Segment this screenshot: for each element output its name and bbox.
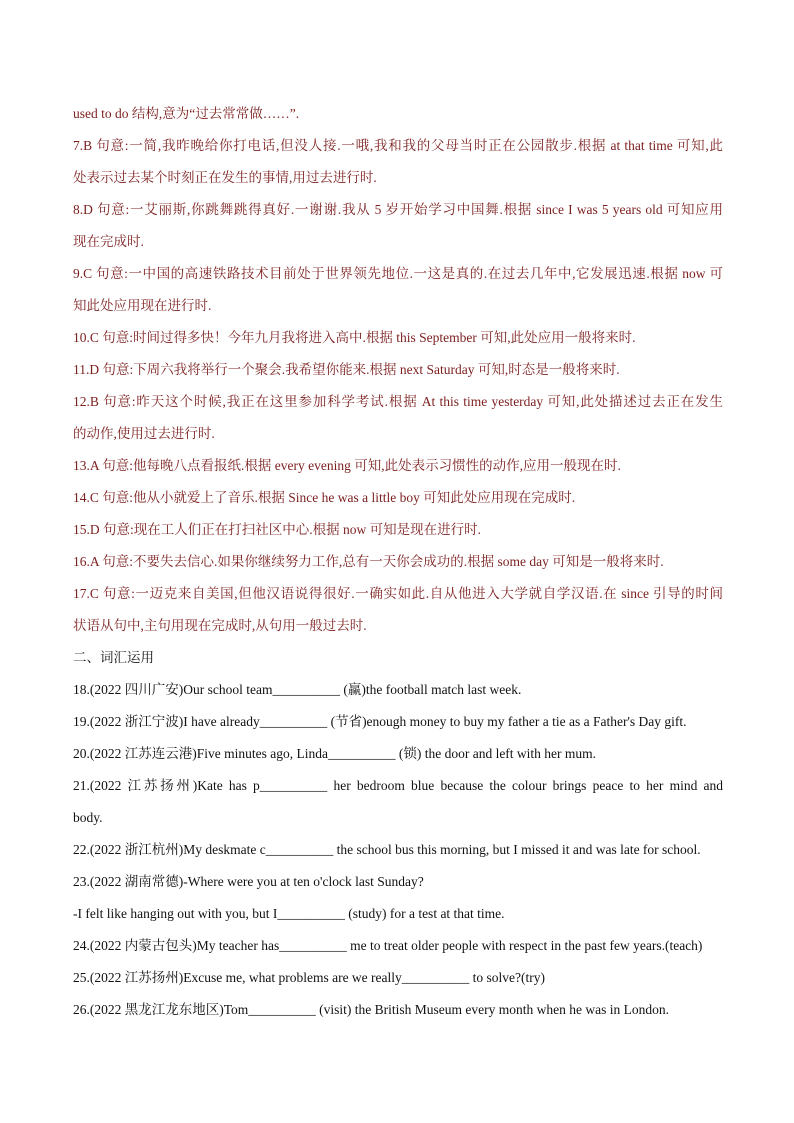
question-line: -I felt like hanging out with you, but I__________ (study) for a test at that time. [73, 906, 505, 921]
answer-line: 10.C 句意:时间过得多快！今年九月我将进入高中.根据 this September 可知,此处应用一般将来时. [73, 330, 636, 345]
question-line: 21.(2022 江苏扬州)Kate has p__________ her bedroom blue because the colour brings peace to her mind and [73, 778, 723, 793]
answer-block [73, 98, 723, 642]
question-line: 25.(2022 江苏扬州)Excuse me, what problems are we really__________ to solve?(try) [73, 970, 546, 985]
answer-line: 8.D 句意:一艾丽斯,你跳舞跳得真好.一谢谢.我从 5 岁开始学习中国舞.根据 since I was 5 years old 可知应用 [73, 202, 723, 217]
answer-line: 7.B 句意:一简,我昨晚给你打电话,但没人接.一哦,我和我的父母当时正在公园散步.根据 at that time 可知,此 [73, 138, 723, 153]
answer-line: 现在完成时. [73, 234, 144, 249]
section-title: 二、词汇运用 [73, 650, 154, 666]
question-line: 26.(2022 黑龙江龙东地区)Tom__________ (visit) the British Museum every month when he was in London. [73, 1002, 669, 1017]
question-block [73, 674, 723, 1026]
answer-line: 9.C 句意:一中国的高速铁路技术目前处于世界领先地位.一这是真的.在过去几年中,它发展迅速.根据 now 可 [73, 266, 723, 281]
answer-line: 处表示过去某个时刻正在发生的事情,用过去进行时. [73, 170, 377, 185]
question-line: body. [73, 810, 103, 825]
answer-line: 11.D 句意:下周六我将举行一个聚会.我希望你能来.根据 next Saturday 可知,时态是一般将来时. [73, 362, 620, 377]
answer-line: 12.B 句意:昨天这个时候,我正在这里参加科学考试.根据 At this time yesterday 可知,此处描述过去正在发生 [73, 394, 723, 409]
answer-line: 知此处应用现在进行时. [73, 298, 212, 313]
answer-line: 16.A 句意:不要失去信心.如果你继续努力工作,总有一天你会成功的.根据 some day 可知是一般将来时. [73, 554, 664, 569]
page-content [73, 98, 723, 1026]
question-line: 23.(2022 湖南常德)-Where were you at ten o'clock last Sunday? [73, 874, 424, 889]
question-line: 24.(2022 内蒙古包头)My teacher has__________ me to treat older people with respect in the past few years.(teach) [73, 938, 703, 953]
answer-line: used to do 结构,意为“过去常常做……”. [73, 106, 300, 121]
answer-line: 15.D 句意:现在工人们正在打扫社区中心.根据 now 可知是现在进行时. [73, 522, 481, 537]
question-line: 18.(2022 四川广安)Our school team__________ (赢)the football match last week. [73, 682, 522, 697]
answer-line: 13.A 句意:他每晚八点看报纸.根据 every evening 可知,此处表示习惯性的动作,应用一般现在时. [73, 458, 621, 473]
question-line: 22.(2022 浙江杭州)My deskmate c__________ the school bus this morning, but I missed it and was late for school. [73, 842, 701, 857]
answer-line: 状语从句中,主句用现在完成时,从句用一般过去时. [73, 618, 367, 633]
answer-line: 的动作,使用过去进行时. [73, 426, 215, 441]
question-line: 20.(2022 江苏连云港)Five minutes ago, Linda__________ (锁) the door and left with her mum. [73, 746, 597, 761]
answer-line: 14.C 句意:他从小就爱上了音乐.根据 Since he was a little boy 可知此处应用现在完成时. [73, 490, 576, 505]
answer-line: 17.C 句意:一迈克来自美国,但他汉语说得很好.一确实如此.自从他进入大学就自学汉语.在 since 引导的时间 [73, 586, 723, 601]
question-line: 19.(2022 浙江宁波)I have already__________ (节省)enough money to buy my father a tie as a Father's Day gift. [73, 714, 687, 729]
